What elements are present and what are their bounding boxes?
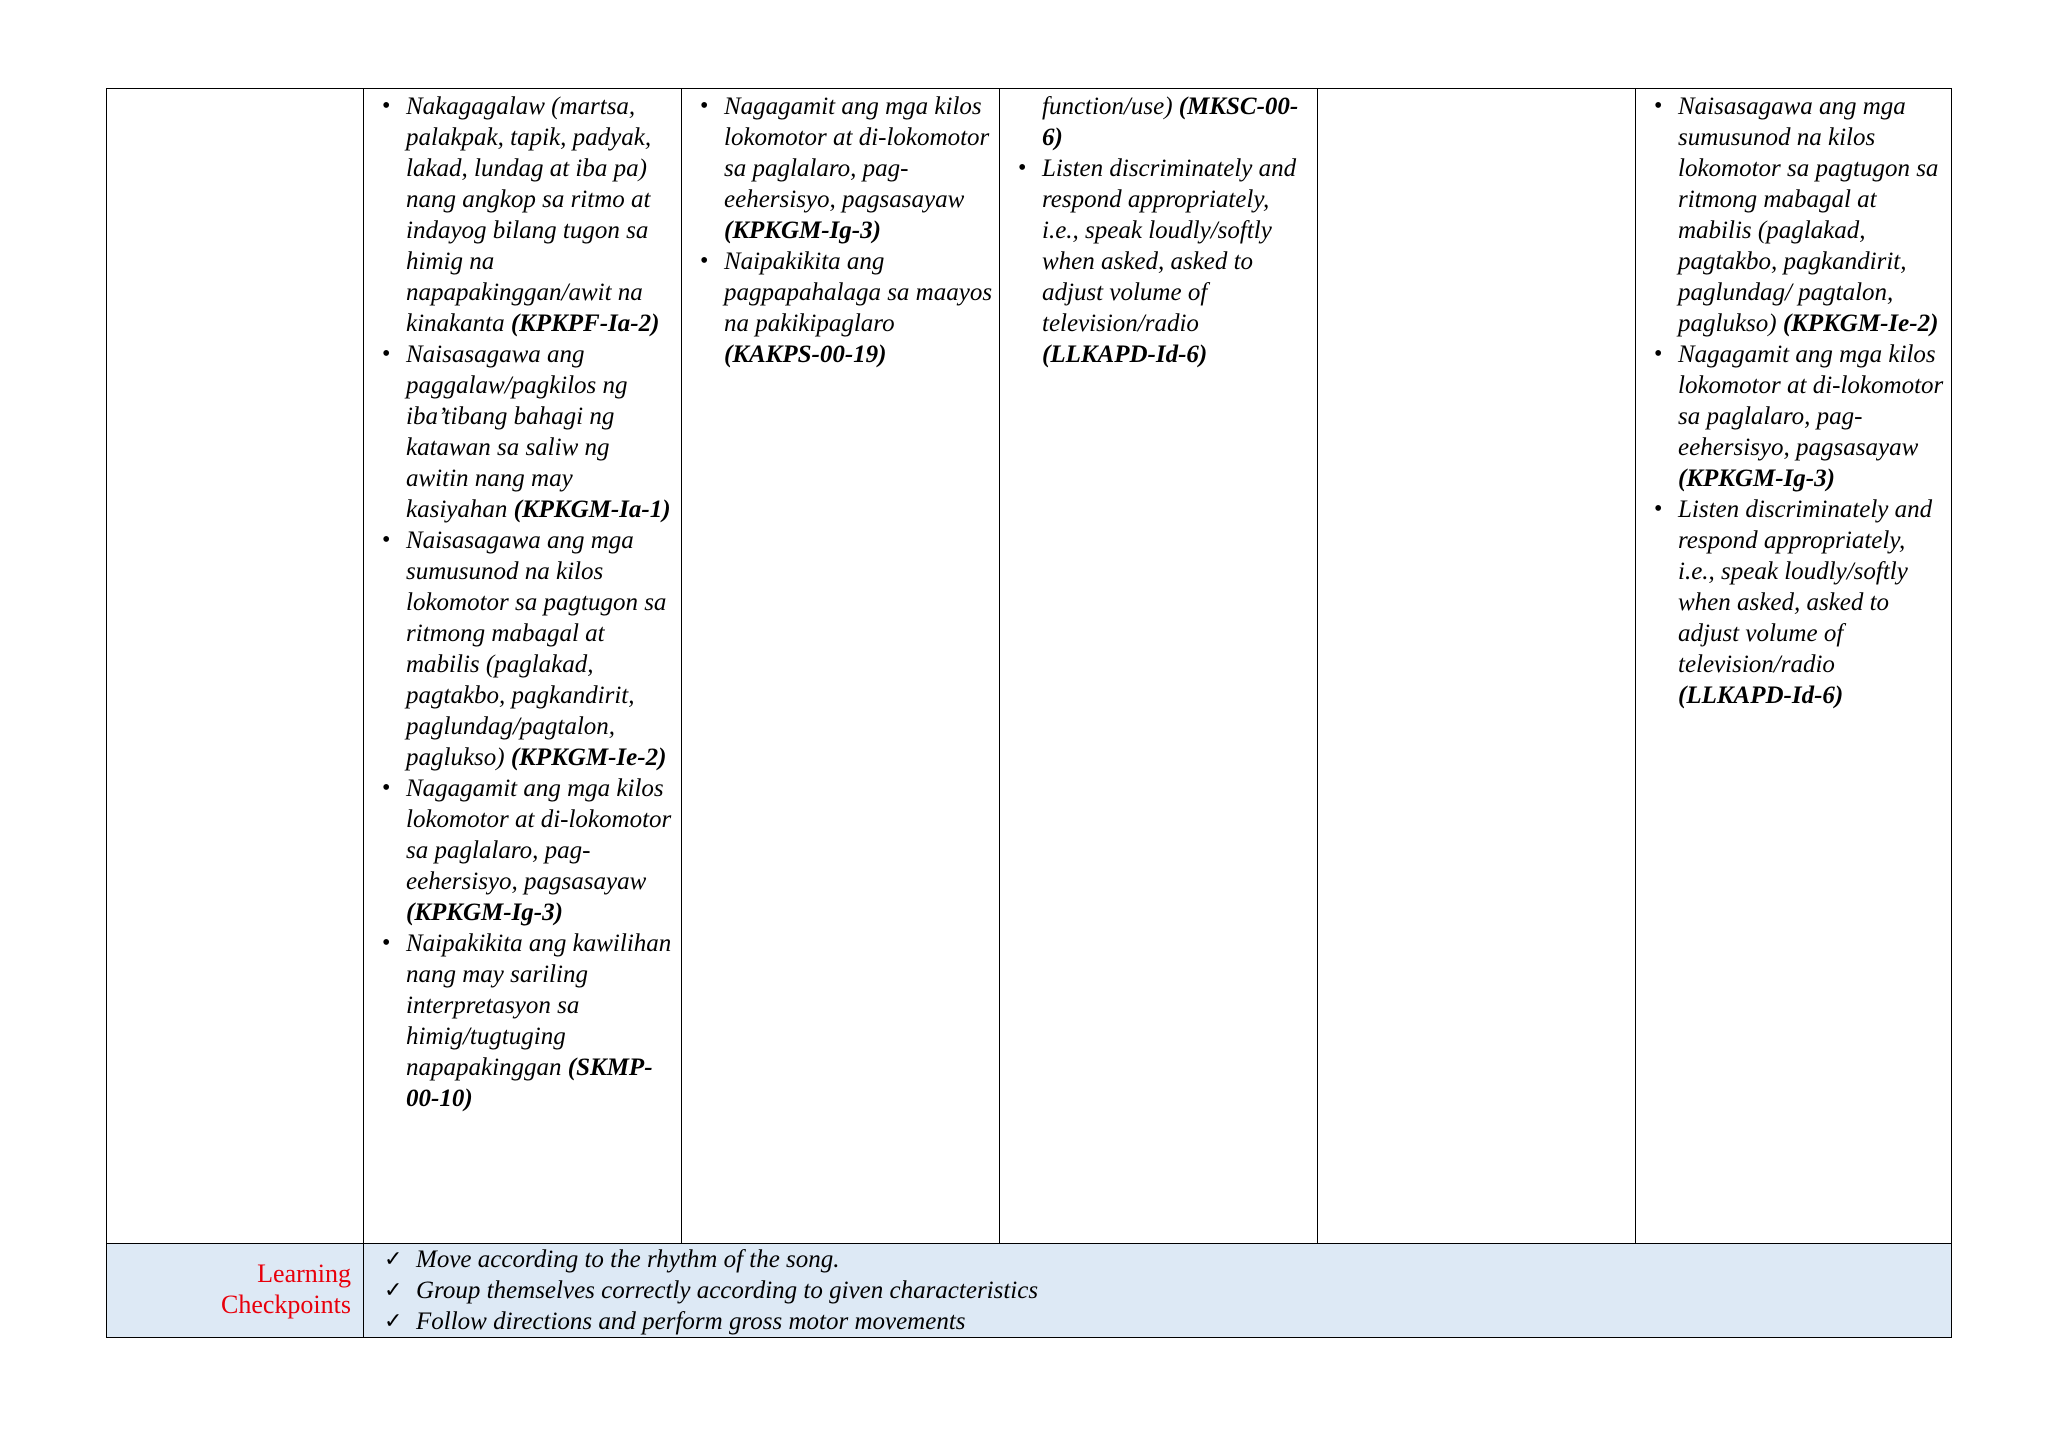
item-text: Naisasagawa ang mga sumusunod na kilos lokomotor sa pagtugon sa ritmong mabagal at mabilis (paglakad, pagtakbo, pagkandirit, paglundag/ pagtalon, paglukso) — [1678, 93, 1939, 337]
list-item — [406, 339, 675, 525]
list-item — [1678, 494, 1945, 711]
competency-code: (KPKGM-Ig-3) — [1678, 465, 1835, 492]
item-text: function/use) — [1042, 93, 1179, 120]
competencies-cell-5 — [1636, 89, 1952, 1244]
checkpoint-item: ✓ Move according to the rhythm of the song. — [416, 1244, 1951, 1275]
competency-code: (KPKGM-Ie-2) — [510, 744, 667, 771]
item-text: Naipakikita ang pagpapahalaga sa maayos na pakikipaglaro — [724, 248, 993, 337]
competency-code: (KPKGM-Ie-2) — [1782, 310, 1939, 337]
competencies-cell-4-empty — [1318, 89, 1636, 1244]
learning-checkpoints-row — [107, 1243, 1952, 1337]
competencies-cell-1 — [364, 89, 682, 1244]
checkpoint-item: ✓ Group themselves correctly according to given characteristics — [416, 1275, 1951, 1306]
bullet-list — [682, 89, 999, 370]
list-item — [406, 773, 675, 928]
label-line: Checkpoints — [221, 1289, 351, 1319]
curriculum-table — [106, 88, 1952, 1338]
competency-code: (KPKPF-Ia-2) — [510, 310, 660, 337]
learning-checkpoints-label — [107, 1243, 364, 1337]
competency-code: (LLKAPD-Id-6) — [1678, 682, 1844, 709]
item-text: Naisasagawa ang paggalaw/pagkilos ng iba’tibang bahagi ng katawan sa saliw ng awitin nang may kasiyahan — [406, 341, 628, 523]
continued-text — [1000, 89, 1317, 153]
competency-code: (KPKGM-Ig-3) — [724, 217, 881, 244]
list-item — [1042, 153, 1311, 370]
competency-code: (KPKGM-Ig-3) — [406, 899, 563, 926]
item-text: Nagagamit ang mga kilos lokomotor at di-lokomotor sa paglalaro, pag-eehersisyo, pagsasayaw — [1678, 341, 1944, 461]
item-text: Naisasagawa ang mga sumusunod na kilos lokomotor sa pagtugon sa ritmong mabagal at mabilis (paglakad, pagtakbo, pagkandirit, paglundag/pagtalon, paglukso) — [406, 527, 667, 771]
item-text: Nakagagalaw (martsa, palakpak, tapik, padyak, lakad, lundag at iba pa) nang angkop sa ritmo at indayog bilang tugon sa himig na napapakinggan/awit na kinakanta — [406, 93, 652, 337]
learning-checkpoints-cell — [364, 1243, 1952, 1337]
competency-code: (LLKAPD-Id-6) — [1042, 341, 1208, 368]
item-text: Listen discriminately and respond appropriately, i.e., speak loudly/softly when asked, asked to adjust volume of television/radio — [1042, 155, 1297, 337]
list-item — [724, 246, 993, 370]
list-item — [1678, 339, 1945, 494]
checkpoint-item: ✓ Follow directions and perform gross motor movements — [416, 1306, 1951, 1337]
competency-code: (KAKPS-00-19) — [724, 341, 887, 368]
item-text: Nagagamit ang mga kilos lokomotor at di-lokomotor sa paglalaro, pag-eehersisyo, pagsasayaw — [724, 93, 990, 213]
competencies-row — [107, 89, 1952, 1244]
competency-code: (KPKGM-Ia-1) — [513, 496, 671, 523]
checkpoint-list — [364, 1244, 1951, 1337]
bullet-list — [364, 89, 681, 1114]
competency-code: (SKMP-00-10) — [406, 1054, 653, 1112]
bullet-list — [1636, 89, 1951, 711]
list-item — [1678, 91, 1945, 339]
list-item — [724, 91, 993, 246]
item-text: Nagagamit ang mga kilos lokomotor at di-lokomotor sa paglalaro, pag-eehersisyo, pagsasayaw — [406, 775, 672, 895]
list-item — [406, 91, 675, 339]
competencies-cell-3 — [1000, 89, 1318, 1244]
row-label-cell — [107, 89, 364, 1244]
list-item — [406, 525, 675, 773]
list-item — [406, 928, 675, 1114]
competency-code: (MKSC-00-6) — [1042, 93, 1299, 151]
competencies-cell-2 — [682, 89, 1000, 1244]
item-text: Naipakikita ang kawilihan nang may sariling interpretasyon sa himig/tugtuging napapakinggan — [406, 930, 672, 1081]
bullet-list — [1000, 153, 1317, 370]
item-text: Listen discriminately and respond appropriately, i.e., speak loudly/softly when asked, asked to adjust volume of television/radio — [1678, 496, 1933, 678]
label-line: Learning — [257, 1258, 351, 1288]
